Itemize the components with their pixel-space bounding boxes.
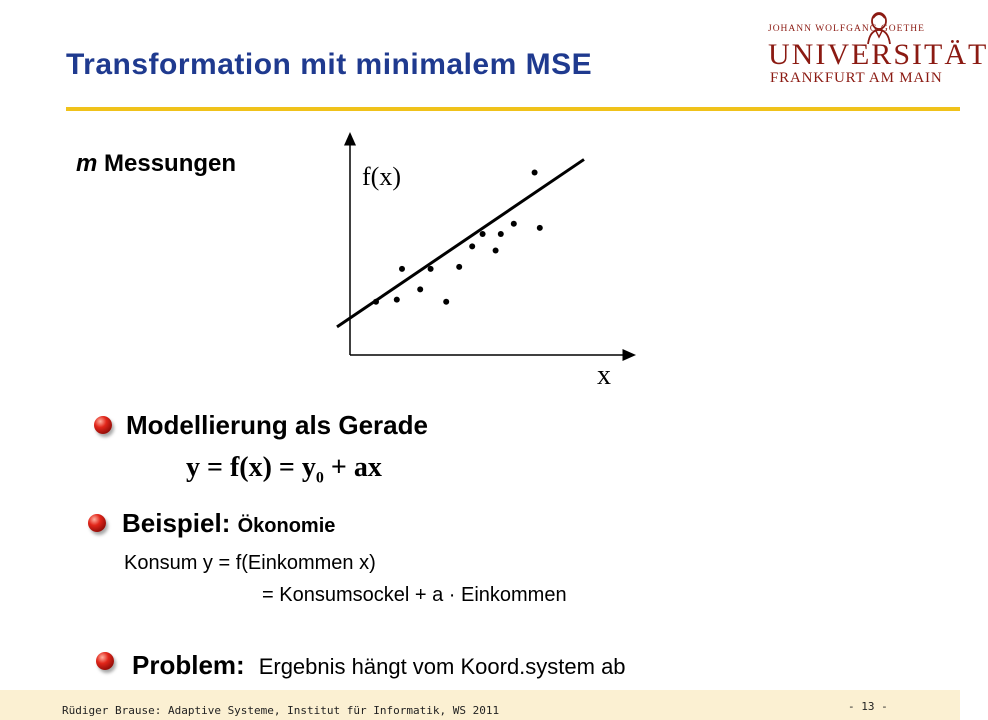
logo-university-name: UNIVERSITÄT — [768, 38, 988, 71]
beispiel-topic: Ökonomie — [237, 515, 336, 537]
data-point — [469, 243, 475, 249]
data-point — [498, 231, 504, 237]
problem-label: Problem: — [132, 650, 245, 680]
data-point — [394, 297, 400, 303]
data-point — [417, 286, 423, 292]
formula-rhs: + ax — [323, 452, 382, 483]
problem-text: Ergebnis hängt vom Koord.system ab — [258, 654, 626, 679]
beispiel-heading — [122, 508, 335, 539]
university-logo — [768, 10, 988, 92]
data-point — [428, 266, 434, 272]
logo-top-line: JOHANN WOLFGANG GOETHE — [768, 24, 925, 34]
data-point — [456, 264, 462, 270]
intro-italic-m: m — [76, 150, 98, 177]
data-point — [493, 247, 499, 253]
logo-city: FRANKFURT AM MAIN — [770, 70, 943, 86]
bullet-icon — [94, 416, 112, 434]
data-point — [480, 231, 486, 237]
page-number: - 13 - — [848, 700, 888, 713]
bullet-icon — [88, 514, 106, 532]
data-point — [373, 299, 379, 305]
data-point — [537, 225, 543, 231]
beispiel-label: Beispiel: — [122, 508, 238, 538]
problem-statement — [132, 650, 626, 681]
data-point — [399, 266, 405, 272]
line-formula — [186, 452, 382, 488]
data-point — [443, 299, 449, 305]
footer-credit: Rüdiger Brause: Adaptive Systeme, Institut für Informatik, WS 2011 — [62, 704, 500, 717]
page-title: Transformation mit minimalem MSE — [66, 48, 593, 81]
x-axis-label: x — [597, 360, 611, 391]
intro-measurements — [76, 150, 236, 178]
y-axis-label: f(x) — [362, 162, 401, 191]
formula-lhs: y = f(x) = y — [186, 452, 316, 483]
beispiel-line-1: Konsum y = f(Einkommen x) — [124, 552, 376, 574]
data-point — [532, 170, 538, 176]
intro-text: Messungen — [97, 150, 237, 177]
modellierung-heading: Modellierung als Gerade — [126, 410, 428, 440]
bullet-icon — [96, 652, 114, 670]
data-point — [511, 221, 517, 227]
beispiel-line-2: = Konsumsockel + a · Einkommen — [262, 584, 567, 606]
formula-subscript: 0 — [315, 469, 324, 487]
title-underline — [66, 107, 960, 111]
